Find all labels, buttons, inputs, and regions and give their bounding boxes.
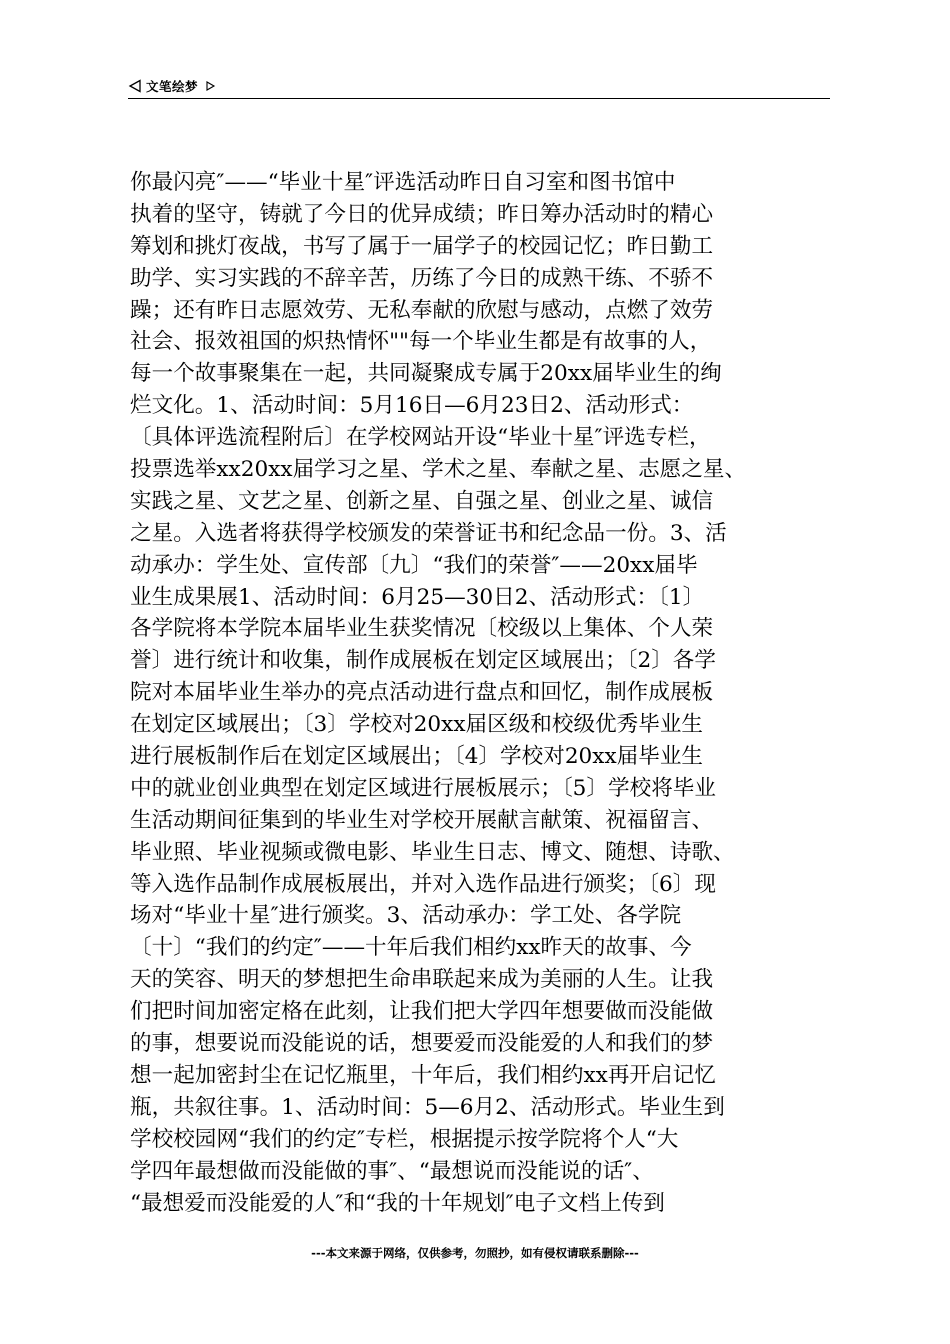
body-text-line: 天的笑容、明天的梦想把生命串联起来成为美丽的人生。让我 [130, 967, 714, 993]
header-title: 文笔绘梦 [146, 79, 199, 94]
body-text-line: 各学院将本学院本届毕业生获奖情况〔校级以上集体、个人荣 [130, 616, 714, 642]
body-text-line: 想一起加密封尘在记忆瓶里，十年后，我们相约xx再开启记忆 [130, 1062, 716, 1088]
body-text-line: 你最闪亮″——“毕业十星″评选活动昨日自习室和图书馆中 [130, 170, 676, 195]
body-text-line: 誉〕进行统计和收集，制作成展板在划定区域展出；〔2〕各学 [130, 648, 716, 674]
body-text-line: 生活动期间征集到的毕业生对学校开展献言献策、祝福留言、 [130, 807, 714, 833]
header-brand [128, 76, 218, 96]
body-text-line: 之星。入选者将获得学校颁发的荣誉证书和纪念品一份。3、活 [130, 520, 727, 546]
triangle-right-outline-icon [204, 79, 218, 93]
body-text-line: 业生成果展1、活动时间：6月25—30日2、活动形式：〔1〕 [130, 584, 705, 610]
body-text-line: 躁；还有昨日志愿效劳、无私奉献的欣慰与感动，点燃了效劳 [130, 297, 714, 323]
body-text-line: 中的就业创业典型在划定区域进行展板展示；〔5〕学校将毕业 [130, 775, 716, 801]
body-text-line: 动承办：学生处、宣传部〔九〕“我们的荣誉″——20xx届毕 [130, 552, 698, 578]
page-header [128, 76, 830, 99]
body-text-line: 们把时间加密定格在此刻，让我们把大学四年想要做而没能做 [130, 999, 714, 1025]
body-text-line: 社会、报效祖国的炽热情怀""每一个毕业生都是有故事的人， [130, 329, 712, 355]
body-text-line: 投票选举xx20xx届学习之星、学术之星、奉献之星、志愿之星、 [130, 457, 747, 483]
body-text-line: 毕业照、毕业视频或微电影、毕业生日志、博文、随想、诗歌、 [130, 839, 735, 865]
body-text-line: “最想爱而没能爱的人″和“我的十年规划″电子文档上传到 [130, 1190, 665, 1216]
document-body [130, 167, 842, 1219]
body-text-line: 每一个故事聚集在一起，共同凝聚成专属于20xx届毕业生的绚 [130, 361, 722, 387]
page-footer-disclaimer: ---本文来源于网络，仅供参考，勿照抄，如有侵权请联系删除--- [311, 1246, 639, 1260]
body-text-line: 场对“毕业十星″进行颁奖。3、活动承办：学工处、各学院 [130, 903, 682, 929]
body-text-line: 在划定区域展出；〔3〕学校对20xx届区级和校级优秀毕业生 [130, 712, 704, 738]
body-text-line: 瓶，共叙往事。1、活动时间：5—6月2、活动形式。毕业生到 [130, 1094, 725, 1120]
body-text-line: 〔具体评选流程附后〕在学校网站开设“毕业十星″评选专栏， [130, 425, 711, 451]
body-text-line: 的事，想要说而没能说的话，想要爱而没能爱的人和我们的梦 [130, 1031, 714, 1057]
body-text-line: 学校校园网“我们的约定″专栏，根据提示按学院将个人“大 [130, 1126, 679, 1152]
body-text-line: 烂文化。1、活动时间：5月16日—6月23日2、活动形式： [130, 393, 694, 419]
body-text-line: 〔十〕“我们的约定″——十年后我们相约xx昨天的故事、今 [130, 935, 692, 961]
body-text-line: 等入选作品制作成展板展出，并对入选作品进行颁奖；〔6〕现 [130, 871, 716, 897]
body-text-line: 助学、实习实践的不辞辛苦，历练了今日的成熟干练、不骄不 [130, 265, 714, 291]
body-text-line: 筹划和挑灯夜战，书写了属于一届学子的校园记忆；昨日勤工 [130, 233, 714, 259]
body-text-line: 院对本届毕业生举办的亮点活动进行盘点和回忆，制作成展板 [130, 680, 714, 706]
body-text-line: 学四年最想做而没能做的事″、“最想说而没能说的话″、 [130, 1158, 654, 1184]
body-text-line: 实践之星、文艺之星、创新之星、自强之星、创业之星、诚信 [130, 488, 714, 514]
triangle-left-outline-icon [128, 79, 142, 93]
body-text-line: 执着的坚守，铸就了今日的优异成绩；昨日筹办活动时的精心 [130, 201, 714, 227]
body-text-line: 进行展板制作后在划定区域展出；〔4〕学校对20xx届毕业生 [130, 744, 704, 770]
